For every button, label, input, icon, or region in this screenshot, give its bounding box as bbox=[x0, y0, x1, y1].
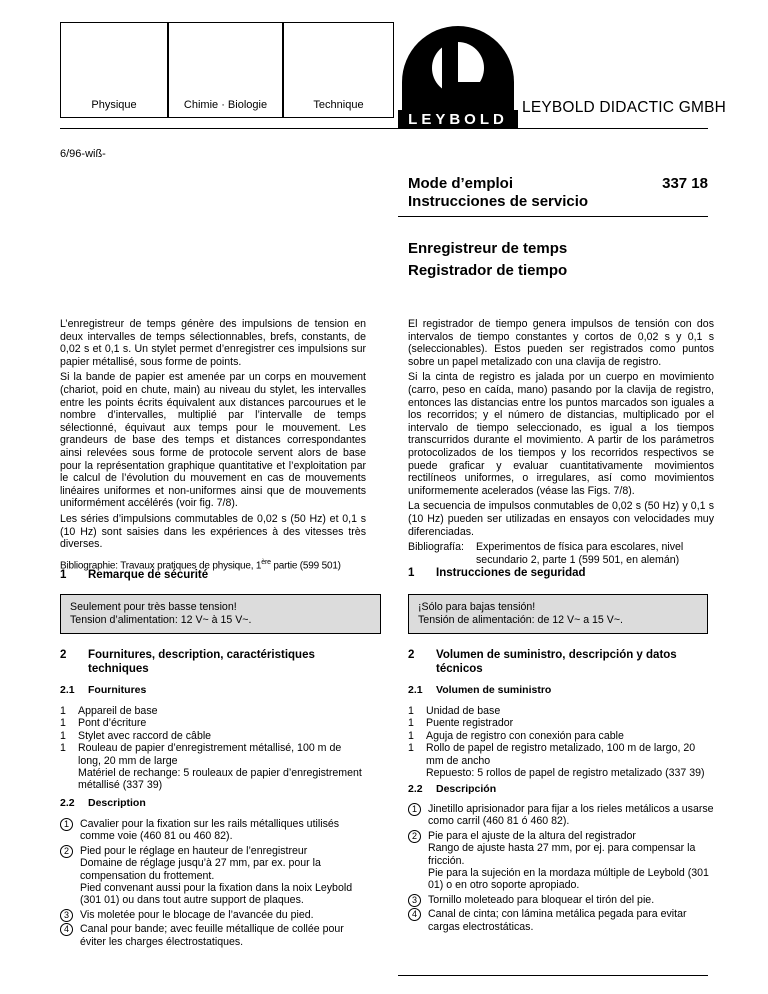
device-name-fr: Enregistreur de temps bbox=[408, 240, 568, 257]
sub21-title-es: Volumen de suministro bbox=[436, 684, 552, 696]
title-rule bbox=[398, 216, 708, 217]
company-name: LEYBOLD DIDACTIC GMBH bbox=[522, 99, 727, 116]
list-item bbox=[60, 923, 366, 948]
description-list-fr bbox=[60, 818, 366, 950]
safety-es-line2: Tensión de alimentación: de 12 V~ a 15 V~. bbox=[418, 613, 623, 626]
sub22-num-fr: 2.2 bbox=[60, 797, 75, 809]
intro-fr-p2: Si la bande de papier est amenée par un corps en mouvement (chariot, poid en chute, main) au niveau du stylet, les intervalles entre les points écrits équivalent aux distances parcourues et le nombre d’intervalles, multiplié par l’intervalle de temps sélectionné, équivaut aux temps pour le mouvement. Les grandeurs de base des temps et distances correspondantes ainsi relevées sous forme de protocole servent alors de base pour la représentation graphique quantitative et l’exploitation par le calcul de l’évolution du mouvement en cas de mouvements linéaires uniformes et non-uniformes ainsi que de mouvements uniformément accélérés (voir fig. 7/8). bbox=[60, 371, 366, 510]
bibliography-fr-sup: ère bbox=[261, 558, 271, 566]
spare-parts-es: Repuesto: 5 rollos de papel de registro metalizado (337 39) bbox=[426, 767, 705, 780]
list-item bbox=[60, 742, 366, 767]
supply-list-fr bbox=[60, 705, 366, 792]
header-rule bbox=[60, 128, 708, 129]
list-qty: 1 bbox=[408, 742, 414, 755]
list-text-extra: Domaine de réglage jusqu’à 27 mm, par ex. pour la compensation du frottement. bbox=[80, 857, 321, 882]
list-item bbox=[60, 717, 366, 729]
list-item bbox=[60, 730, 366, 742]
list-item bbox=[408, 894, 714, 906]
bibliography-fr-b: partie (599 501) bbox=[270, 560, 341, 572]
intro-fr-p1: L’enregistreur de temps génère des impulsions de tension en deux intervalles de temps sélectionnables, brefs, constants, de 0,02 s et 0,1 s. Un stylet permet d’enregistrer ces impulsions sur papier métallisé, sous forme de points. bbox=[60, 318, 366, 368]
list-item bbox=[60, 705, 366, 717]
description-list-es bbox=[408, 803, 714, 935]
section2-title-fr-1: Fournitures, description, caractéristiques bbox=[88, 649, 315, 661]
list-text: Cavalier pour la fixation sur les rails métalliques utilisés comme voie (460 81 ou 460 82). bbox=[80, 818, 340, 843]
list-qty: 1 bbox=[60, 729, 66, 742]
callout-number: 3 bbox=[408, 894, 421, 907]
sub21-num-fr: 2.1 bbox=[60, 684, 75, 696]
sub22-num-es: 2.2 bbox=[408, 783, 423, 795]
intro-es-p1: El registrador de tiempo genera impulsos de tensión con dos intervalos de tiempo constantes y cortos de 0,02 s y 0,1 s (seleccionables). Estos pueden ser registrados como puntos sobre un papel metalizado con una clavija de registro. bbox=[408, 318, 714, 368]
category-label-chemistry-biology: Chimie · Biologie bbox=[183, 99, 268, 111]
category-box-technique bbox=[283, 22, 394, 118]
section1-title-fr: Remarque de sécurité bbox=[88, 569, 209, 581]
list-qty: 1 bbox=[408, 717, 414, 730]
safety-fr-line2: Tension d’alimentation: 12 V~ à 15 V~. bbox=[70, 613, 252, 626]
leybold-logo bbox=[398, 22, 518, 129]
list-text: Puente registrador bbox=[426, 717, 514, 730]
section1-title-es: Instrucciones de seguridad bbox=[436, 567, 586, 579]
list-qty: 1 bbox=[60, 742, 66, 755]
title-mode-emploi: Mode d’emploi bbox=[408, 175, 513, 192]
section2-num-es: 2 bbox=[408, 649, 415, 661]
section2-num-fr: 2 bbox=[60, 649, 67, 661]
list-text: Unidad de base bbox=[426, 705, 501, 717]
list-qty: 1 bbox=[408, 705, 414, 717]
bottom-rule bbox=[398, 975, 708, 976]
list-item bbox=[408, 830, 714, 892]
section2-title-es-2: técnicos bbox=[436, 663, 483, 675]
section2-title-fr bbox=[88, 648, 315, 676]
list-text: Rollo de papel de registro metalizado, 100 m de largo, 20 mm de ancho bbox=[426, 742, 696, 767]
list-item bbox=[408, 730, 714, 742]
callout-number: 1 bbox=[60, 818, 73, 831]
section1-num-fr: 1 bbox=[60, 569, 67, 581]
list-item bbox=[408, 803, 714, 828]
list-qty: 1 bbox=[60, 705, 66, 717]
list-text: Pie para el ajuste de la altura del registrador bbox=[428, 829, 636, 842]
sub22-title-es: Descripción bbox=[436, 783, 497, 795]
list-text: Stylet avec raccord de câble bbox=[78, 729, 212, 742]
device-name-es: Registrador de tiempo bbox=[408, 262, 568, 279]
callout-number: 3 bbox=[60, 909, 73, 922]
list-text: Jinetillo aprisionador para fijar a los rieles metálicos a usarse como carril (460 81 ó 460 82). bbox=[428, 803, 714, 828]
list-text: Appareil de base bbox=[78, 705, 158, 717]
list-text-extra: Rango de ajuste hasta 27 mm, por ej. para compensar la fricción. bbox=[428, 842, 696, 867]
safety-box-fr bbox=[60, 594, 381, 634]
callout-number: 2 bbox=[408, 830, 421, 843]
safety-fr-line1: Seulement pour très basse tension! bbox=[70, 601, 237, 613]
list-text: Canal de cinta; con lámina metálica pegada para evitar cargas electrostáticas. bbox=[428, 908, 687, 933]
catalog-number: 337 18 bbox=[662, 175, 708, 192]
section2-title-es bbox=[436, 648, 677, 676]
logo-text: LEYBOLD bbox=[408, 111, 508, 128]
callout-number: 2 bbox=[60, 845, 73, 858]
callout-number: 4 bbox=[60, 923, 73, 936]
category-box-chemistry-biology bbox=[168, 22, 283, 118]
safety-es-line1: ¡Sólo para bajas tensión! bbox=[418, 601, 536, 613]
intro-es bbox=[408, 318, 714, 566]
sub21-num-es: 2.1 bbox=[408, 684, 423, 696]
intro-es-p3: La secuencia de impulsos conmutables de 0,02 s (50 Hz) y 0,1 s (10 Hz) pueden ser utilizadas en ensayos con velocidades muy diferenciadas. bbox=[408, 500, 714, 538]
list-text: Vis moletée pour le blocage de l’avancée du pied. bbox=[80, 908, 314, 921]
doc-code: 6/96-wiß- bbox=[60, 148, 106, 160]
intro-fr-p3: Les séries d’impulsions commutables de 0,02 s (50 Hz) et 0,1 s (10 Hz) sont saisies dans les expériences à des vitesses très diverses. bbox=[60, 512, 366, 551]
list-item bbox=[408, 705, 714, 717]
list-text-extra: Pie para la sujeción en la mordaza múltiple de Leybold (301 01) o en otro soporte apropiado. bbox=[428, 867, 709, 892]
callout-number: 4 bbox=[408, 908, 421, 921]
safety-box-es bbox=[408, 594, 708, 634]
section2-title-es-1: Volumen de suministro, descripción y datos bbox=[436, 649, 677, 661]
list-item bbox=[408, 742, 714, 767]
list-text: Pont d’écriture bbox=[78, 717, 147, 730]
section2-title-fr-2: techniques bbox=[88, 663, 149, 675]
sub22-title-fr: Description bbox=[88, 797, 146, 809]
list-item bbox=[408, 717, 714, 729]
spare-parts-fr: Matériel de rechange: 5 rouleaux de papier d’enregistrement métallisé (337 39) bbox=[78, 767, 362, 792]
sub21-title-fr: Fournitures bbox=[88, 684, 147, 696]
bibliography-fr-a: Bibliographie: Travaux pratiques de physique, 1 bbox=[60, 560, 262, 572]
list-text-extra: Pied convenant aussi pour la fixation dans la noix Leybold (301 01) ou dans tout autre support de plaques. bbox=[80, 882, 353, 907]
category-box-physics bbox=[60, 22, 168, 118]
intro-fr bbox=[60, 318, 366, 573]
bibliography-es-text: Experimentos de física para escolares, nivel secundario 2, parte 1 (599 501, en alemán) bbox=[476, 541, 684, 566]
list-text: Tornillo moleteado para bloquear el tirón del pie. bbox=[428, 893, 655, 906]
list-text: Canal pour bande; avec feuille métallique de collée pour éviter les charges électrostatiques. bbox=[80, 923, 344, 948]
callout-number: 1 bbox=[408, 803, 421, 816]
bibliography-es-label: Bibliografía: bbox=[408, 541, 464, 554]
section1-num-es: 1 bbox=[408, 567, 415, 579]
list-text: Rouleau de papier d’enregistrement métallisé, 100 m de long, 20 mm de large bbox=[78, 742, 342, 767]
list-item bbox=[60, 845, 366, 907]
category-label-physics: Physique bbox=[91, 99, 137, 111]
list-qty: 1 bbox=[60, 717, 66, 730]
list-item bbox=[60, 818, 366, 843]
list-item bbox=[408, 908, 714, 933]
list-qty: 1 bbox=[408, 729, 414, 742]
list-item bbox=[60, 909, 366, 921]
list-text: Pied pour le réglage en hauteur de l’enregistreur bbox=[80, 844, 308, 857]
title-instrucciones: Instrucciones de servicio bbox=[408, 193, 589, 210]
list-text: Aguja de registro con conexión para cable bbox=[426, 729, 624, 742]
bibliography-es bbox=[408, 541, 714, 566]
category-label-technique: Technique bbox=[313, 99, 364, 111]
supply-list-es bbox=[408, 705, 714, 779]
intro-es-p2: Si la cinta de registro es jalada por un cuerpo en movimiento (carro, peso en caída, mano) pasando por la clavija de registro, entonces las distancias entre los puntos marcados son iguales a los recorridos; y el número de distancias, multiplicado por el intervalo de tiempo seleccionado, es igual a los tiempos transcurridos durante el movimiento. A partir de los parámetros protocolizados de los tiempos y los recorridos respectivos se puede graficar y evaluar cuantitativamente movimientos rectilíneos uniformes, o irregulares, así como movimientos uniformemente acelerados (véase las Figs. 7/8). bbox=[408, 371, 714, 497]
